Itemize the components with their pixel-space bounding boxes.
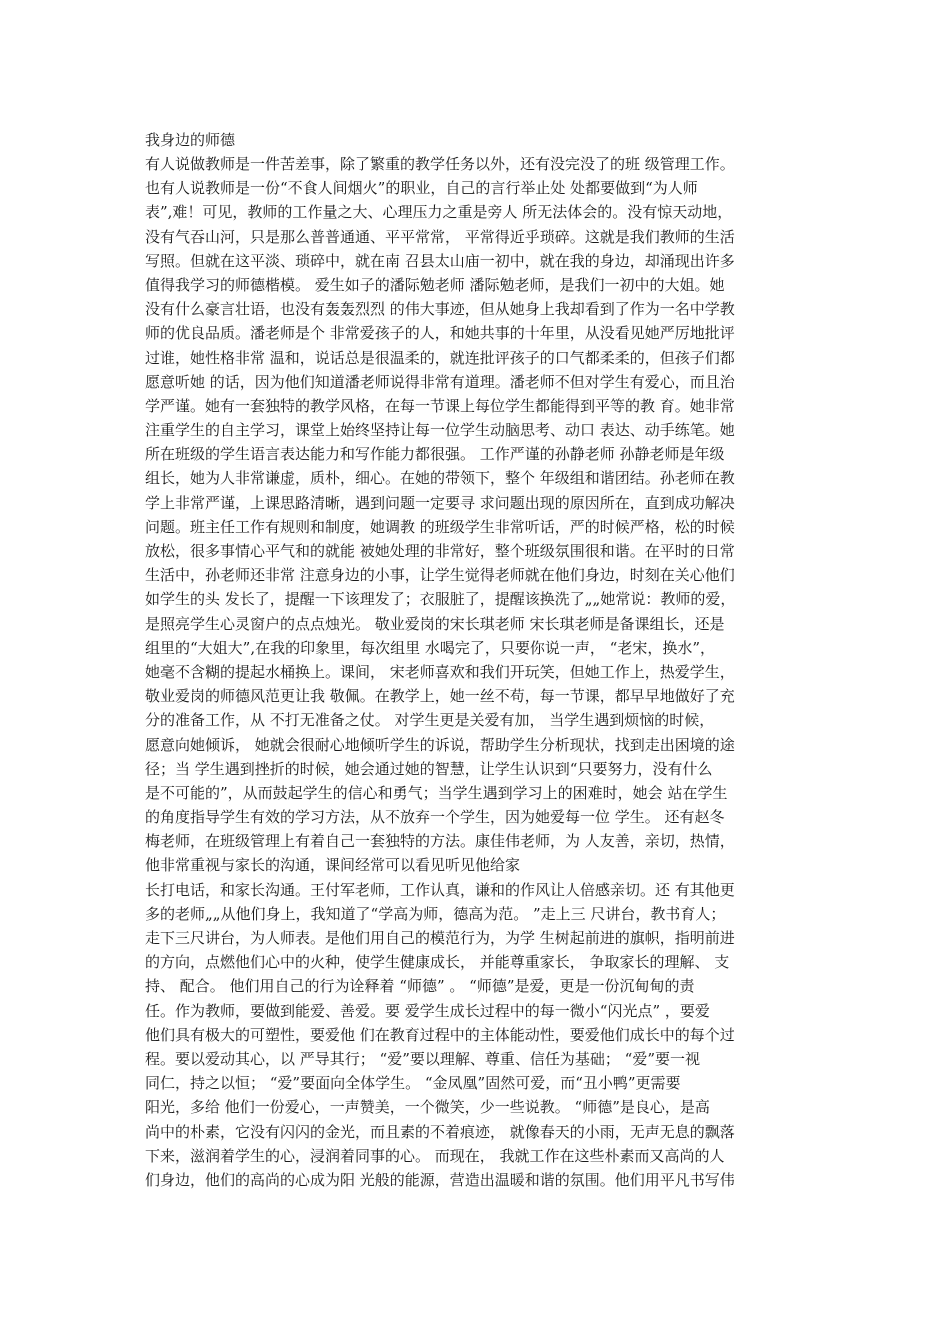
- body-line: 径；当 学生遇到挫折的时候，她会通过她的智慧，让学生认识到“只要努力，没有什么: [145, 759, 713, 778]
- body-line: 梅老师，在班级管理上有着自己一套独特的方法。康佳伟老师，为 人友善，亲切，热情，: [145, 832, 735, 851]
- body-line: 组长，她为人非常谦虚，质朴，细心。在她的带领下，整个 年级组和谐团结。孙老师在教: [145, 469, 735, 488]
- body-line: 任。作为教师，要做到能爱、善爱。要 爱学生成长过程中的每一微小“闪光点” ，要爱: [145, 1001, 710, 1020]
- body-line: 多的老师„„从他们身上，我知道了“学高为师，德高为范。 ”走上三 尺讲台，教书育人；: [145, 904, 726, 923]
- body-line: 生活中，孙老师还非常 注意身边的小事，让学生觉得老师就在他们身边，时刻在关心他们: [145, 566, 735, 585]
- body-line: 写照。但就在这平淡、琐碎中，就在南 召县太山庙一初中，就在我的身边，却涌现出许多: [145, 251, 735, 270]
- body-line: 是照亮学生心灵窗户的点点烛光。 敬业爱岗的宋长琪老师 宋长琪老师是备课组长，还是: [145, 614, 725, 633]
- body-line: 的角度指导学生有效的学习方法，从不放弃一个学生，因为她爱每一位 学生。 还有赵冬: [145, 808, 725, 827]
- body-line: 放松，很多事情心平气和的就能 被她处理的非常好，整个班级氛围很和谐。在平时的日常: [145, 542, 735, 560]
- body-line: 愿意向她倾诉， 她就会很耐心地倾听学生的诉说，帮助学生分析现状，找到走出困境的途: [145, 735, 735, 754]
- body-line: 同仁，持之以恒； “爱”要面向全体学生。 “金凤凰”固然可爱，而“丑小鸭”更需要: [145, 1074, 681, 1093]
- body-line: 走下三尺讲台，为人师表。是他们用自己的模范行为，为学 生树起前进的旗帜，指明前进: [145, 929, 735, 947]
- body-line: 她毫不含糊的提起水桶换上。课间， 宋老师喜欢和我们开玩笑，但她工作上，热爱学生，: [145, 662, 735, 681]
- body-line: 他非常重视与家长的沟通，课间经常可以看见听见他给家: [145, 856, 521, 875]
- body-line: 程。要以爱动其心，以 严导其行； “爱”要以理解、尊重、信任为基础； “爱”要一视: [145, 1049, 700, 1068]
- body-line: 持、 配合。 他们用自己的行为诠释着 “师德” 。 “师德”是爱，更是一份沉甸甸的责: [145, 977, 695, 996]
- body-line: 下来，滋润着学生的心，浸润着同事的心。 而现在， 我就工作在这些朴素而又高尚的人: [145, 1146, 725, 1165]
- body-line: 所在班级的学生语言表达能力和写作能力都很强。 工作严谨的孙静老师 孙静老师是年级: [145, 445, 725, 464]
- body-line: 也有人说教师是一份“不食人间烟火”的职业，自己的言行举止处 处都要做到“为人师: [145, 179, 698, 198]
- body-line: 表”,难！可见，教师的工作量之大、心理压力之重是旁人 所无法体会的。没有惊天动地，: [145, 203, 733, 222]
- body-line: 没有什么豪言壮语，也没有轰轰烈烈 的伟大事迹，但从她身上我却看到了作为一名中学教: [145, 300, 735, 319]
- body-line: 长打电话，和家长沟通。王付军老师，工作认真，谦和的作风让人倍感亲切。还 有其他更: [145, 880, 735, 899]
- document-body: [145, 152, 825, 1192]
- body-line: 学严谨。她有一套独特的教学风格，在每一节课上每位学生都能得到平等的教 育。她非常: [145, 396, 735, 415]
- body-line: 尚中的朴素，它没有闪闪的金光，而且素的不着痕迹， 就像春天的小雨，无声无息的飘落: [145, 1122, 735, 1141]
- body-line: 们身边，他们的高尚的心成为阳 光般的能源，营造出温暖和谐的氛围。他们用平凡书写伟: [145, 1170, 735, 1189]
- body-line: 学上非常严谨，上课思路清晰，遇到问题一定要寻 求问题出现的原因所在，直到成功解决: [145, 493, 735, 512]
- body-line: 过谁，她性格非常 温和，说话总是很温柔的，就连批评孩子的口气都柔柔的，但孩子们都: [145, 348, 735, 367]
- body-line: 没有气吞山河，只是那么普普通通、平平常常， 平常得近乎琐碎。这就是我们教师的生活: [145, 227, 735, 246]
- body-line: 分的准备工作，从 不打无准备之仗。 对学生更是关爱有加， 当学生遇到烦恼的时候，: [145, 711, 715, 730]
- body-line: 注重学生的自主学习，课堂上始终坚持让每一位学生动脑思考、动口 表达、动手练笔。她: [145, 421, 735, 440]
- body-line: 师的优良品质。潘老师是个 非常爱孩子的人，和她共事的十年里，从没看见她严厉地批评: [145, 324, 735, 343]
- body-line: 如学生的头 发长了，提醒一下该理发了；衣服脏了，提醒该换洗了„„她常说：教师的爱，: [145, 590, 736, 609]
- body-line: 值得我学习的师德楷模。 爱生如子的潘际勉老师 潘际勉老师，是我们一初中的大姐。她: [145, 275, 725, 294]
- body-line: 阳光，多给 他们一份爱心，一声赞美，一个微笑，少一些说教。 “师德”是良心，是高: [145, 1098, 710, 1117]
- body-line: 敬业爱岗的师德风范更让我 敬佩。在教学上，她一丝不苟，每一节课，都早早地做好了充: [145, 687, 735, 706]
- document-title: 我身边的师德: [145, 131, 236, 149]
- body-line: 的方向，点燃他们心中的火种，使学生健康成长， 并能尊重家长， 争取家长的理解、 支: [145, 953, 730, 972]
- body-line: 有人说做教师是一件苦差事，除了繁重的教学任务以外，还有没完没了的班 级管理工作。: [145, 155, 735, 173]
- body-line: 愿意听她 的话，因为他们知道潘老师说得非常有道理。潘老师不但对学生有爱心，而且治: [145, 372, 735, 391]
- body-line: 他们具有极大的可塑性，要爱他 们在教育过程中的主体能动性，要爱他们成长中的每个过: [145, 1025, 735, 1044]
- body-line: 组里的“大姐大”,在我的印象里，每次组里 水喝完了，只要你说一声， “老宋，换水”，: [145, 638, 715, 657]
- body-line: 是不可能的”，从而鼓起学生的信心和勇气；当学生遇到学习上的困难时，她会 站在学生: [145, 783, 728, 802]
- body-line: 问题。班主任工作有规则和制度，她调教 的班级学生非常听话，严的时候严格，松的时候: [145, 517, 735, 536]
- document-page: [145, 128, 825, 1192]
